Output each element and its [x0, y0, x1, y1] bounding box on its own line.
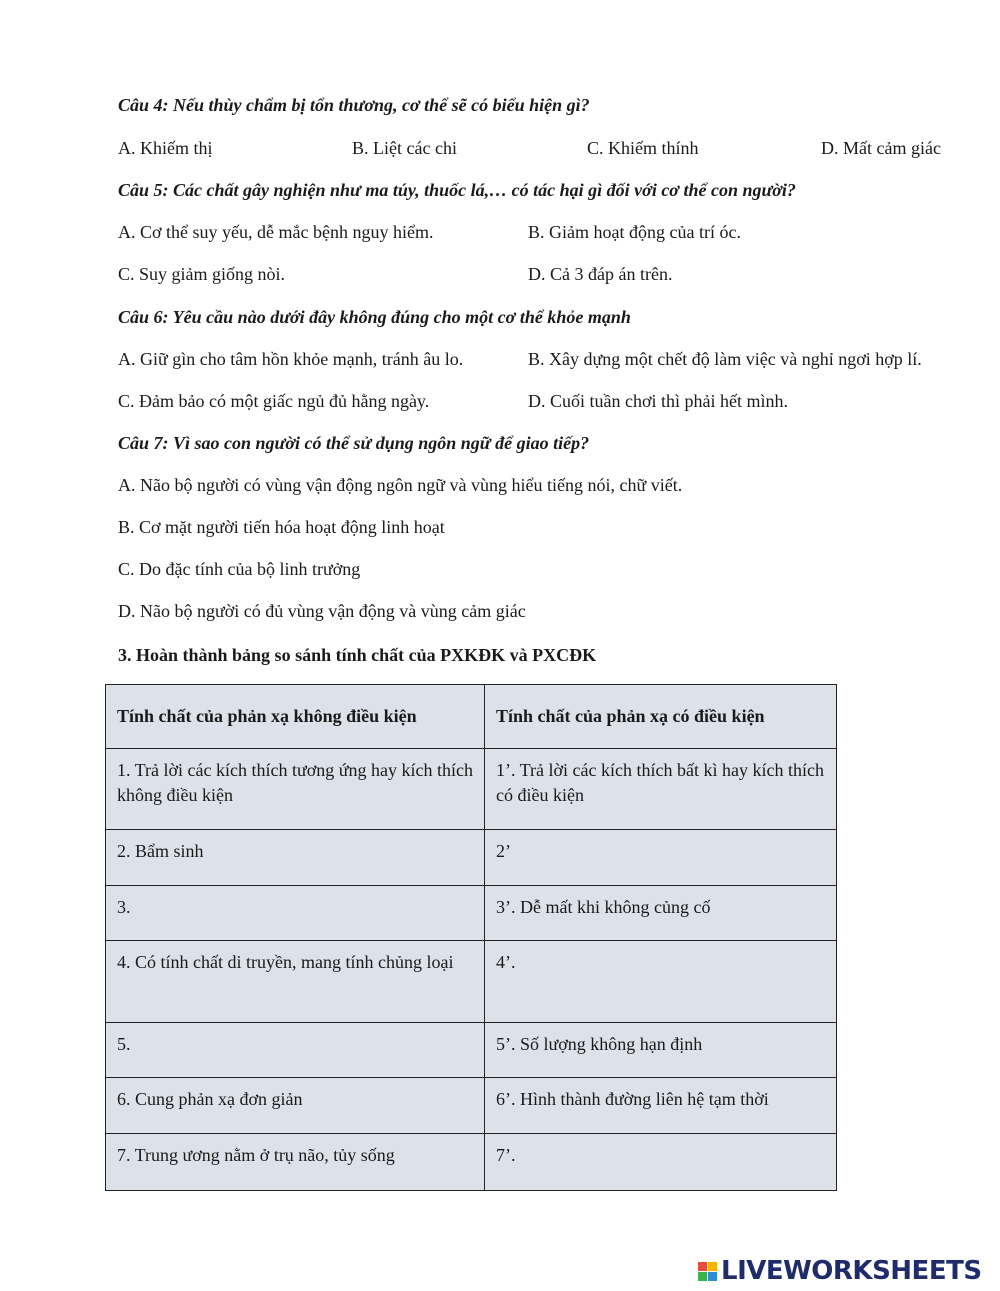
q7-option-b[interactable]: B. Cơ mặt người tiến hóa hoạt động linh hoạt	[118, 517, 445, 537]
table-header-row	[106, 685, 837, 749]
cell-5-prime: 5’. Số lượng không hạn định	[485, 1023, 837, 1078]
q6-option-a[interactable]: A. Giữ gìn cho tâm hồn khỏe mạnh, tránh âu lo.	[118, 349, 464, 369]
table-row	[106, 749, 837, 830]
q6-option-b[interactable]: B. Xây dựng một chết độ làm việc và nghỉ ngơi hợp lí.	[528, 349, 922, 369]
cell-4: 4. Có tính chất di truyền, mang tính chủng loại	[106, 941, 485, 1023]
q7-option-d[interactable]: D. Não bộ người có đủ vùng vận động và vùng cảm giác	[118, 601, 526, 621]
cell-6: 6. Cung phản xạ đơn giản	[106, 1078, 485, 1134]
q5-option-a[interactable]: A. Cơ thể suy yếu, dễ mắc bệnh nguy hiểm.	[118, 222, 434, 242]
q7-option-a[interactable]: A. Não bộ người có vùng vận động ngôn ngữ và vùng hiểu tiếng nói, chữ viết.	[118, 475, 683, 495]
logo-square	[708, 1262, 717, 1271]
cell-7-prime[interactable]: 7’.	[485, 1134, 837, 1191]
cell-3-prime: 3’. Dễ mất khi không củng cố	[485, 886, 837, 941]
logo-text: LIVEWORKSHEETS	[721, 1256, 982, 1286]
table-row	[106, 1134, 837, 1191]
cell-2: 2. Bẩm sinh	[106, 830, 485, 886]
liveworksheets-logo-icon	[698, 1262, 717, 1281]
cell-1: 1. Trả lời các kích thích tương ứng hay kích thích không điều kiện	[106, 749, 485, 830]
q4-option-a[interactable]: A. Khiếm thị	[118, 138, 213, 158]
table-row	[106, 830, 837, 886]
cell-3[interactable]: 3.	[106, 886, 485, 941]
liveworksheets-logo	[698, 1256, 982, 1286]
q5-option-d[interactable]: D. Cả 3 đáp án trên.	[528, 264, 673, 284]
cell-5[interactable]: 5.	[106, 1023, 485, 1078]
cell-7: 7. Trung ương nằm ở trụ não, tủy sống	[106, 1134, 485, 1191]
comparison-table	[105, 684, 837, 1191]
q4-option-b[interactable]: B. Liệt các chi	[352, 138, 457, 158]
q5-option-b[interactable]: B. Giảm hoạt động của trí óc.	[528, 222, 741, 242]
cell-2-prime[interactable]: 2’	[485, 830, 837, 886]
question-7: Câu 7: Vì sao con người có thể sử dụng ngôn ngữ để giao tiếp?	[118, 433, 590, 453]
q4-option-d[interactable]: D. Mất cảm giác	[821, 138, 941, 158]
question-6: Câu 6: Yêu cầu nào dưới đây không đúng cho một cơ thể khỏe mạnh	[118, 307, 631, 327]
section-3-title: 3. Hoàn thành bảng so sánh tính chất của PXKĐK và PXCĐK	[118, 645, 597, 665]
cell-4-prime[interactable]: 4’.	[485, 941, 837, 1023]
q6-option-d[interactable]: D. Cuối tuần chơi thì phải hết mình.	[528, 391, 788, 411]
question-4: Câu 4: Nếu thùy chẩm bị tổn thương, cơ thể sẽ có biểu hiện gì?	[118, 95, 590, 115]
q7-option-c[interactable]: C. Do đặc tính của bộ linh trưởng	[118, 559, 361, 579]
header-conditioned: Tính chất của phản xạ có điều kiện	[485, 685, 837, 749]
logo-square	[698, 1272, 707, 1281]
question-5: Câu 5: Các chất gây nghiện như ma túy, thuốc lá,… có tác hại gì đối với cơ thể con người?	[118, 180, 796, 200]
table-row	[106, 886, 837, 941]
header-unconditioned: Tính chất của phản xạ không điều kiện	[106, 685, 485, 749]
q6-option-c[interactable]: C. Đảm bảo có một giấc ngủ đủ hằng ngày.	[118, 391, 430, 411]
cell-1-prime: 1’. Trả lời các kích thích bất kì hay kích thích có điều kiện	[485, 749, 837, 830]
logo-square	[708, 1272, 717, 1281]
table-row	[106, 1078, 837, 1134]
q4-option-c[interactable]: C. Khiếm thính	[587, 138, 699, 158]
logo-square	[698, 1262, 707, 1271]
cell-6-prime: 6’. Hình thành đường liên hệ tạm thời	[485, 1078, 837, 1134]
table-row	[106, 941, 837, 1023]
table-row	[106, 1023, 837, 1078]
q5-option-c[interactable]: C. Suy giảm giống nòi.	[118, 264, 286, 284]
